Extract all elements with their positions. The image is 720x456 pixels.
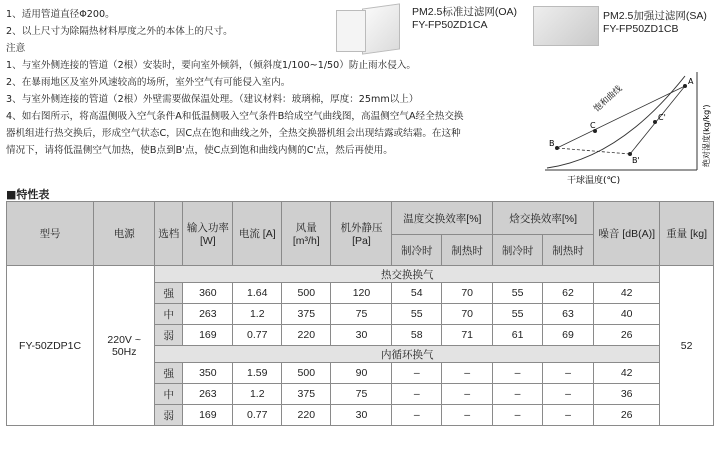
current-cell: 1.64 xyxy=(233,283,282,304)
header-temp-cooling: 制冷时 xyxy=(392,235,442,266)
pressure-cell: 75 xyxy=(331,384,392,405)
power-supply-cell: 220V ~ 50Hz xyxy=(94,266,155,426)
temp-cool-cell: 58 xyxy=(392,325,442,346)
pressure-cell: 120 xyxy=(331,283,392,304)
enth-heat-cell: 62 xyxy=(542,283,593,304)
power-cell: 263 xyxy=(183,384,233,405)
point-b-prime-label: B' xyxy=(632,156,640,165)
band-recirculation: 内循环换气 xyxy=(155,346,660,363)
temp-cool-cell: 55 xyxy=(392,304,442,325)
saturation-curve-label: 饱和曲线 xyxy=(592,84,625,115)
weight-cell: 52 xyxy=(660,266,714,426)
current-cell: 1.2 xyxy=(233,384,282,405)
note-line: 1、适用管道直径Φ200。 xyxy=(6,9,115,20)
notch-cell: 强 xyxy=(155,283,183,304)
notch-cell: 弱 xyxy=(155,325,183,346)
note-line: 器机组进行热交换后，形成空气状态C，因C点在饱和曲线之外，全热交换器机组会出现结露或结霜。在这种 xyxy=(6,128,461,139)
note-line: 情况下，请将低温侧空气加热，使B点到B'点，使C点到饱和曲线内侧的C'点，然后再使用。 xyxy=(6,145,393,156)
enth-cool-cell: 55 xyxy=(493,304,543,325)
enth-heat-cell: – xyxy=(542,384,593,405)
point-a-label: A xyxy=(688,77,694,86)
header-notch: 选档 xyxy=(155,202,183,266)
noise-cell: 36 xyxy=(594,384,660,405)
header-row xyxy=(7,202,714,235)
enth-cool-cell: – xyxy=(493,405,543,426)
temp-heat-cell: – xyxy=(442,405,493,426)
header-temp-heating: 制热时 xyxy=(442,235,493,266)
power-cell: 350 xyxy=(183,363,233,384)
header-temp-efficiency: 温度交换效率[%] xyxy=(392,202,493,235)
header-current: 电流 [A] xyxy=(233,202,282,266)
note-line: 2、以上尺寸为除隔热材料厚度之外的本体上的尺寸。 xyxy=(6,26,233,37)
enhanced-filter-image xyxy=(533,6,599,46)
header-power-supply: 电源 xyxy=(94,202,155,266)
header-static-pressure: 机外静压 [Pa] xyxy=(331,202,392,266)
noise-cell: 42 xyxy=(594,283,660,304)
enth-heat-cell: – xyxy=(542,363,593,384)
point-a-marker xyxy=(683,84,687,88)
enth-heat-cell: 69 xyxy=(542,325,593,346)
standard-filter-name: PM2.5标准过滤网(OA) xyxy=(412,6,518,18)
note-line: 1、与室外侧连接的管道（2根）安装时，要向室外倾斜，（倾斜度1/100~1/50）防止雨水侵入。 xyxy=(6,60,417,71)
header-noise: 噪音 [dB(A)] xyxy=(594,202,660,266)
noise-cell: 42 xyxy=(594,363,660,384)
temp-cool-cell: – xyxy=(392,384,442,405)
airflow-cell: 220 xyxy=(282,325,331,346)
noise-cell: 26 xyxy=(594,405,660,426)
temp-heat-cell: 70 xyxy=(442,283,493,304)
header-airflow: 风量 [m³/h] xyxy=(282,202,331,266)
y-axis-label: 绝对湿度(kg/kg') xyxy=(702,104,711,167)
heating-line xyxy=(557,148,630,154)
enth-cool-cell: – xyxy=(493,384,543,405)
header-input-power: 输入功率 [W] xyxy=(183,202,233,266)
current-cell: 1.2 xyxy=(233,304,282,325)
enth-cool-cell: 55 xyxy=(493,283,543,304)
pressure-cell: 90 xyxy=(331,363,392,384)
note-line: 2、在暴雨地区及室外风速较高的场所，室外空气有可能侵入室内。 xyxy=(6,77,291,88)
standard-filter-model: FY-FP50ZD1CA xyxy=(412,19,488,31)
power-cell: 360 xyxy=(183,283,233,304)
temp-heat-cell: 70 xyxy=(442,304,493,325)
point-c-prime-marker xyxy=(653,120,657,124)
airflow-cell: 220 xyxy=(282,405,331,426)
current-cell: 1.59 xyxy=(233,363,282,384)
header-enthalpy-efficiency: 焓交换效率[%] xyxy=(493,202,594,235)
point-b-marker xyxy=(555,146,559,150)
standard-filter-label xyxy=(412,6,517,32)
enhanced-filter-label xyxy=(603,10,707,36)
pressure-cell: 75 xyxy=(331,304,392,325)
power-cell: 169 xyxy=(183,325,233,346)
point-b-label: B xyxy=(549,139,555,148)
x-axis-label: 干球温度(℃) xyxy=(567,176,621,186)
header-model: 型号 xyxy=(7,202,94,266)
note-line: 注意 xyxy=(6,43,26,54)
notch-cell: 中 xyxy=(155,384,183,405)
note-line: 3、与室外侧连接的管道（2根）外壁需要做保温处理。（建议材料：玻璃棉，厚度：25mm以上） xyxy=(6,94,419,105)
point-c-label: C xyxy=(590,121,596,130)
standard-filter-image-side xyxy=(336,10,366,52)
model-cell: FY-50ZDP1C xyxy=(7,266,94,426)
notch-cell: 强 xyxy=(155,363,183,384)
temp-heat-cell: 71 xyxy=(442,325,493,346)
header-enth-cooling: 制冷时 xyxy=(493,235,543,266)
airflow-cell: 500 xyxy=(282,363,331,384)
temp-cool-cell: – xyxy=(392,363,442,384)
enth-heat-cell: – xyxy=(542,405,593,426)
process-line-a-b xyxy=(557,86,685,148)
header-weight: 重量 [kg] xyxy=(660,202,714,266)
noise-cell: 26 xyxy=(594,325,660,346)
current-cell: 0.77 xyxy=(233,325,282,346)
section-title: ■特性表 xyxy=(6,188,50,201)
enhanced-filter-model: FY-FP50ZD1CB xyxy=(603,23,679,35)
note-line: 4、如右图所示，将高温侧吸入空气条件A和低温侧吸入空气条件B给成空气曲线图，高温侧空气A经全热交换 xyxy=(6,111,464,122)
notch-cell: 中 xyxy=(155,304,183,325)
temp-cool-cell: 54 xyxy=(392,283,442,304)
temp-heat-cell: – xyxy=(442,363,493,384)
point-c-prime-label: C' xyxy=(658,113,666,122)
temp-heat-cell: – xyxy=(442,384,493,405)
noise-cell: 40 xyxy=(594,304,660,325)
current-cell: 0.77 xyxy=(233,405,282,426)
power-cell: 169 xyxy=(183,405,233,426)
power-cell: 263 xyxy=(183,304,233,325)
standard-filter-image xyxy=(362,3,400,54)
airflow-cell: 375 xyxy=(282,384,331,405)
enth-heat-cell: 63 xyxy=(542,304,593,325)
band-row-heat-exchange xyxy=(7,266,714,283)
pressure-cell: 30 xyxy=(331,325,392,346)
enth-cool-cell: – xyxy=(493,363,543,384)
airflow-cell: 375 xyxy=(282,304,331,325)
band-heat-exchange: 热交换换气 xyxy=(155,266,660,283)
notch-cell: 弱 xyxy=(155,405,183,426)
enhanced-filter-name: PM2.5加强过滤网(SA) xyxy=(603,10,707,22)
pressure-cell: 30 xyxy=(331,405,392,426)
psychrometric-chart xyxy=(535,62,720,187)
airflow-cell: 500 xyxy=(282,283,331,304)
temp-cool-cell: – xyxy=(392,405,442,426)
enth-cool-cell: 61 xyxy=(493,325,543,346)
spec-table xyxy=(6,201,714,426)
header-enth-heating: 制热时 xyxy=(542,235,593,266)
